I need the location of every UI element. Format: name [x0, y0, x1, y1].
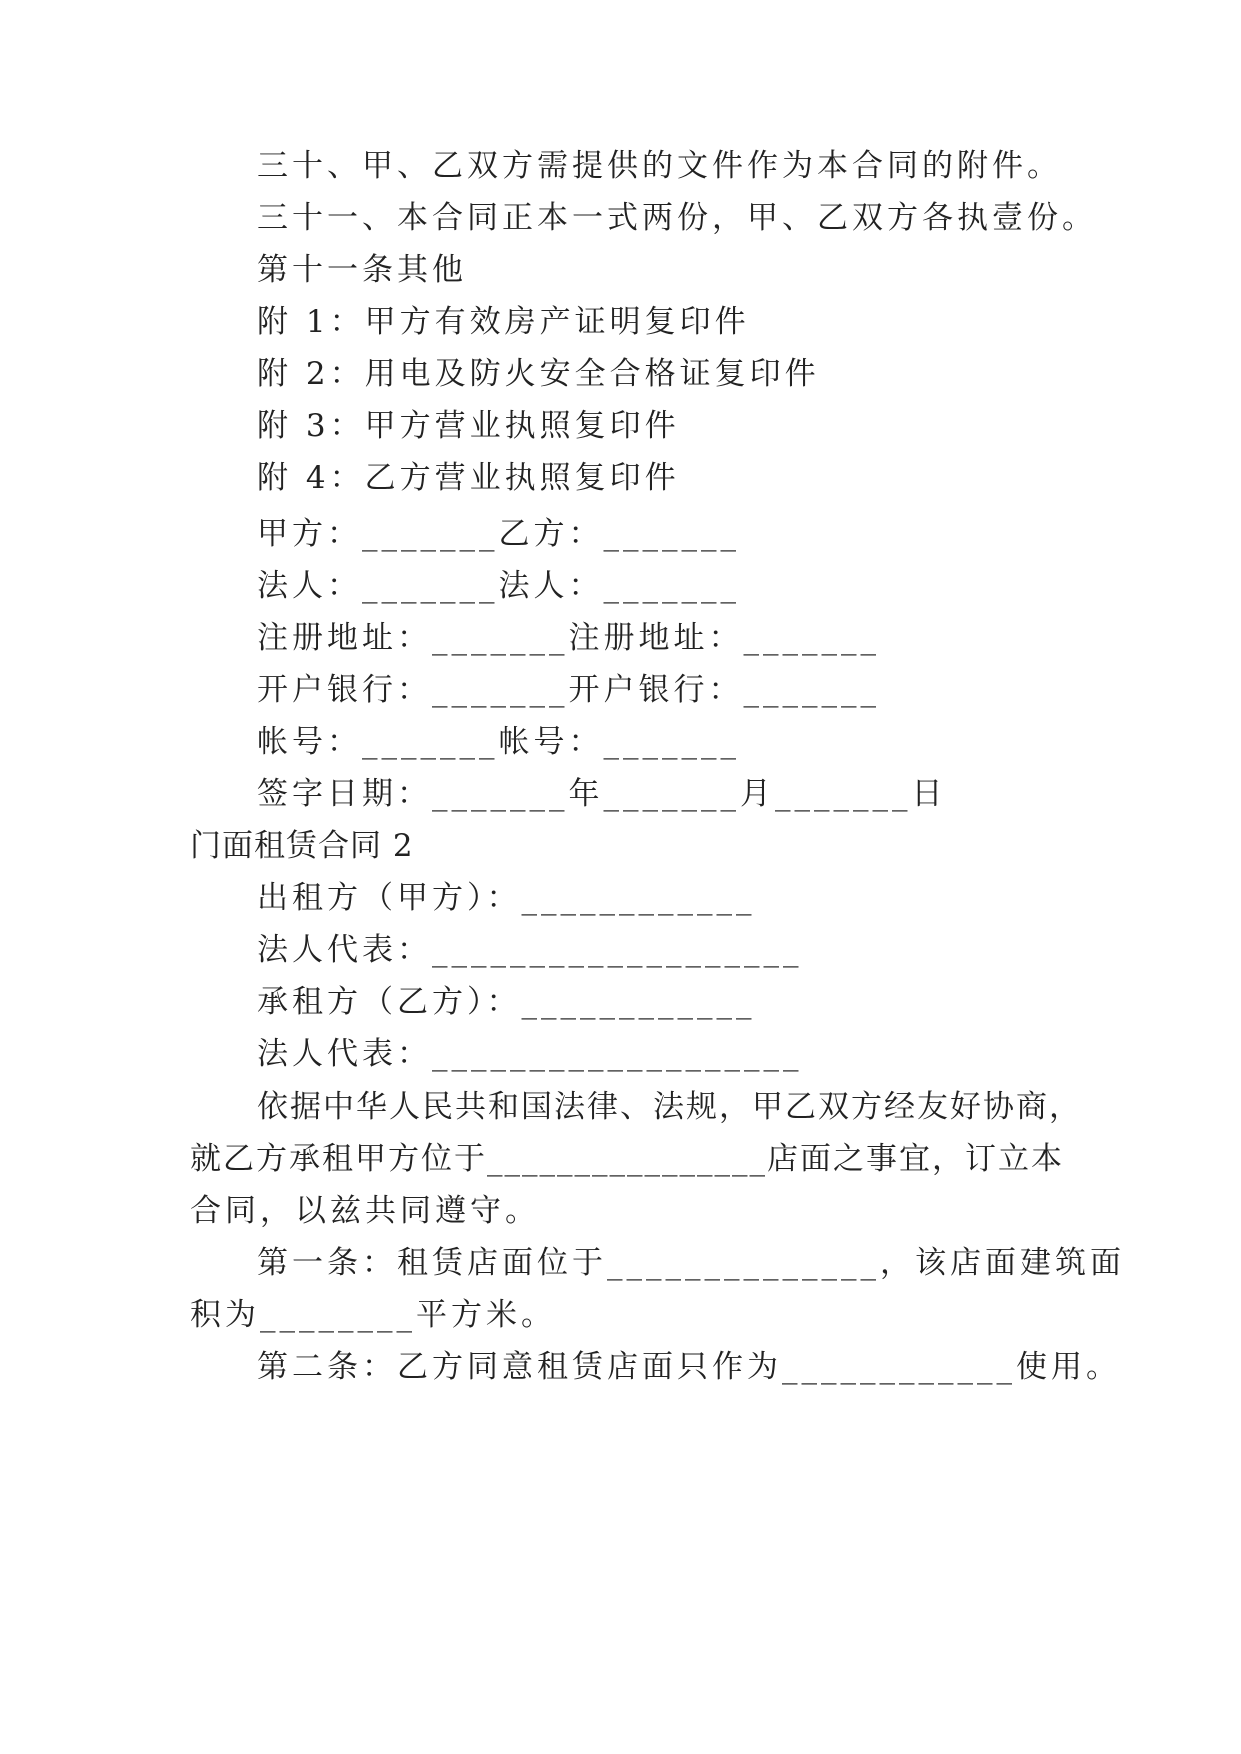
lessee-representative-line: 法人代表：___________________	[257, 1036, 803, 1072]
article-1-line-1: 第一条：租赁店面位于______________，该店面建筑面	[257, 1245, 1125, 1281]
attachment-4: 附 4：乙方营业执照复印件	[257, 460, 680, 496]
registered-address-line: 注册地址：_______注册地址：_______	[257, 620, 880, 656]
party-signature-line: 甲方：_______乙方：_______	[257, 516, 740, 552]
preamble-line-2: 就乙方承租甲方位于________________店面之事宜，订立本	[190, 1141, 1064, 1177]
preamble-line-3: 合同，以兹共同遵守。	[190, 1193, 540, 1229]
lessor-representative-line: 法人代表：___________________	[257, 932, 803, 968]
lessee-line: 承租方（乙方）：____________	[257, 984, 756, 1020]
attachment-2: 附 2：用电及防火安全合格证复印件	[257, 356, 820, 392]
contract-2-title: 门面租赁合同 2	[190, 828, 414, 864]
attachment-3: 附 3：甲方营业执照复印件	[257, 408, 680, 444]
signing-date-line: 签字日期：_______年_______月_______日	[257, 776, 947, 812]
clause-31: 三十一、本合同正本一式两份，甲、乙双方各执壹份。	[257, 200, 1097, 236]
clause-30: 三十、甲、乙双方需提供的文件作为本合同的附件。	[257, 148, 1062, 184]
account-line: 帐号：_______帐号：_______	[257, 724, 740, 760]
attachment-1: 附 1：甲方有效房产证明复印件	[257, 304, 750, 340]
article-11-heading: 第十一条其他	[257, 252, 467, 288]
article-2-line: 第二条：乙方同意租赁店面只作为____________使用。	[257, 1349, 1121, 1385]
preamble-line-1: 依据中华人民共和国法律、法规，甲乙双方经友好协商，	[257, 1089, 1082, 1125]
bank-line: 开户银行：_______开户银行：_______	[257, 672, 880, 708]
legal-person-line: 法人：_______法人：_______	[257, 568, 740, 604]
article-1-line-2: 积为________平方米。	[190, 1297, 556, 1333]
lessor-line: 出租方（甲方）：____________	[257, 880, 756, 916]
